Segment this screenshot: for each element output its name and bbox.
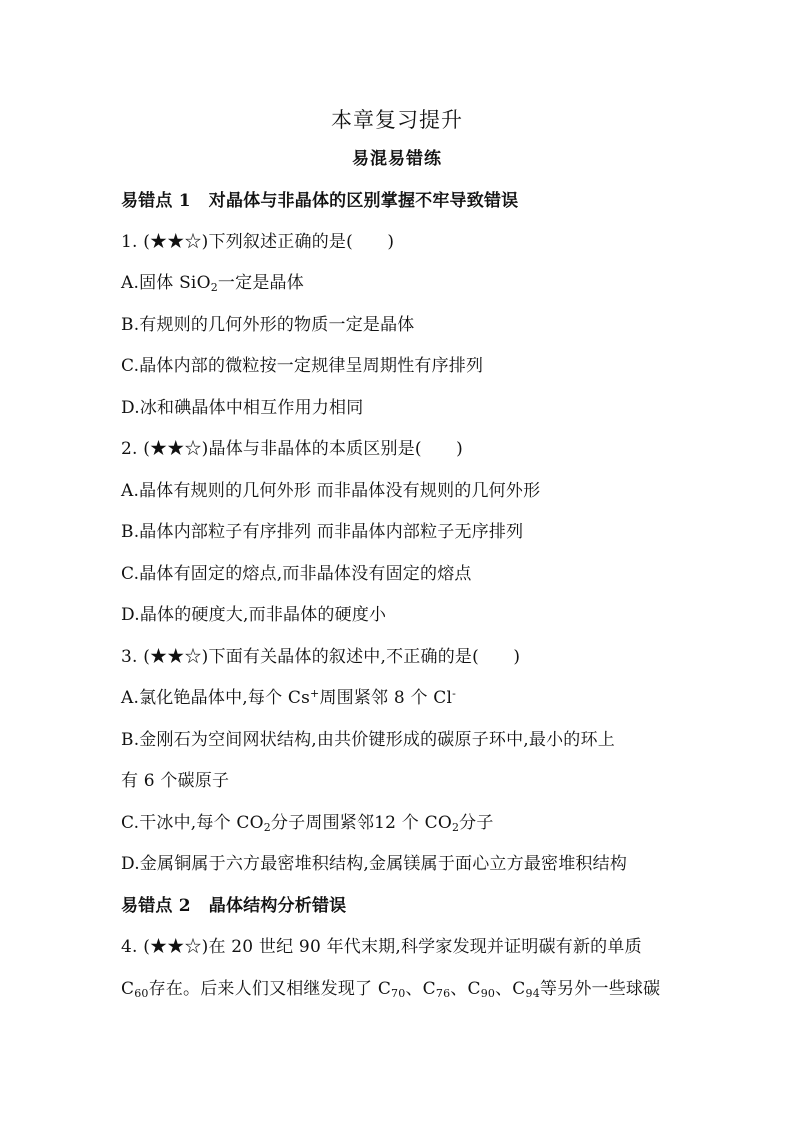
subscript: 76 [435, 987, 451, 1000]
body-text: 等另外一些球碳 [539, 979, 661, 999]
section-heading-2 [121, 895, 346, 917]
section-label: 易错点 2 [121, 896, 191, 916]
question-2-option-b: B.晶体内部粒子有序排列 而非晶体内部粒子无序排列 [121, 522, 524, 542]
option-text: 分子周围紧邻12 个 CO [270, 813, 452, 833]
question-1-option-a [121, 272, 304, 294]
question-1-option-d: D.冰和碘晶体中相互作用力相同 [121, 398, 364, 418]
question-1-stem: 1. (★★☆)下列叙述正确的是( ) [121, 232, 395, 252]
question-3-stem: 3. (★★☆)下面有关晶体的叙述中,不正确的是( ) [121, 647, 521, 667]
question-3-option-b: B.金刚石为空间网状结构,由共价键形成的碳原子环中,最小的环上 [121, 730, 615, 750]
question-1-option-b: B.有规则的几何外形的物质一定是晶体 [121, 315, 415, 335]
subscript: 2 [210, 281, 218, 294]
question-4-line-1: 4. (★★☆)在 20 世纪 90 年代末期,科学家发现并证明碳有新的单质 [121, 937, 642, 957]
section-text: 对晶体与非晶体的区别掌握不牢导致错误 [208, 191, 519, 211]
question-2-option-c: C.晶体有固定的熔点,而非晶体没有固定的熔点 [121, 564, 472, 584]
option-text: 周围紧邻 8 个 Cl [319, 688, 453, 708]
question-3-option-c [121, 812, 494, 834]
section-label: 易错点 1 [121, 191, 191, 211]
question-2-option-d: D.晶体的硬度大,而非晶体的硬度小 [121, 605, 387, 625]
body-text: 存在。后来人们又相继发现了 C [148, 979, 392, 999]
question-3-option-d: D.金属铜属于六方最密堆积结构,金属镁属于面心立方最密堆积结构 [121, 854, 628, 874]
body-text: 、C [495, 979, 526, 999]
option-text: A.固体 SiO [121, 273, 211, 293]
section-text: 晶体结构分析错误 [208, 896, 347, 916]
subscript: 94 [525, 987, 540, 1000]
body-text: 、C [405, 979, 436, 999]
option-text: A.氯化铯晶体中,每个 Cs [121, 688, 311, 708]
superscript: - [452, 687, 457, 700]
subscript: 2 [451, 821, 460, 834]
formula-text: C [121, 979, 135, 999]
question-4-line-2 [121, 978, 660, 1000]
question-2-option-a: A.晶体有规则的几何外形 而非晶体没有规则的几何外形 [121, 481, 541, 501]
page-title: 本章复习提升 [331, 108, 463, 132]
subscript: 70 [391, 987, 406, 1000]
option-text: 分子 [459, 813, 494, 833]
subscript: 2 [263, 821, 271, 834]
page-subtitle: 易混易错练 [352, 149, 442, 169]
subscript: 90 [480, 987, 496, 1000]
option-text: 一定是晶体 [217, 273, 304, 293]
question-3-option-b-continued: 有 6 个碳原子 [121, 771, 230, 791]
question-1-option-c: C.晶体内部的微粒按一定规律呈周期性有序排列 [121, 356, 484, 376]
question-2-stem: 2. (★★☆)晶体与非晶体的本质区别是( ) [121, 439, 463, 459]
subscript: 60 [134, 987, 149, 1000]
option-text: C.干冰中,每个 CO [121, 813, 264, 833]
superscript: + [310, 687, 320, 700]
question-3-option-a [121, 687, 456, 709]
body-text: 、C [450, 979, 481, 999]
section-heading-1 [121, 190, 518, 212]
